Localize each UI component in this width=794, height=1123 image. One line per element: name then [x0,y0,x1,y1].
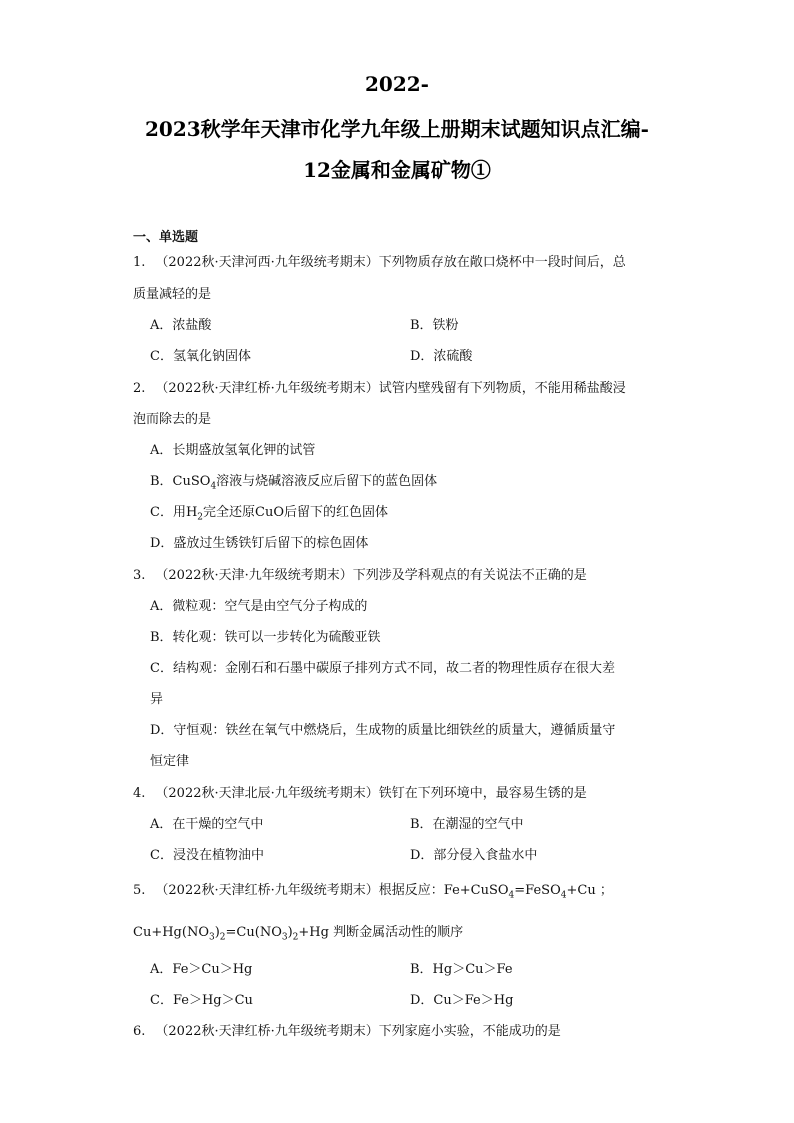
question-5-option-c[interactable]: C．Fe＞Hg＞Cu [150,993,253,1008]
question-3-option-d-line-2[interactable]: 恒定律 [150,754,190,769]
question-5-sub-1: 4 [508,890,515,901]
question-5-number: 5. [133,883,146,898]
question-2-text-1: （2022秋·天津红桥·九年级统考期末）试管内壁残留有下列物质，不能用稀盐酸浸 [155,381,626,396]
question-2-option-d[interactable]: D．盛放过生锈铁钉后留下的棕色固体 [150,536,369,551]
question-5-option-d[interactable]: D．Cu＞Fe＞Hg [410,993,514,1008]
question-2-text-2: 泡而除去的是 [133,412,212,427]
question-2-option-b-pre: B．CuSO [150,474,211,489]
question-1-option-d[interactable]: D．浓硫酸 [410,349,473,364]
question-1-option-a[interactable]: A．浓盐酸 [150,318,212,333]
question-5-option-b[interactable]: B．Hg＞Cu＞Fe [410,962,513,977]
question-3-stem [133,567,587,585]
question-5-eq-c: =Cu(NO [225,925,282,940]
question-2-option-a[interactable]: A．长期盛放氢氧化钾的试管 [150,443,316,458]
question-1-number: 1. [133,255,146,270]
question-3-number: 3. [133,568,146,583]
question-2-number: 2. [133,381,146,396]
question-2-option-b-sub: 4 [210,481,217,492]
question-3-option-b[interactable]: B．转化观：铁可以一步转化为硫酸亚铁 [150,630,381,645]
question-4-number: 4. [133,786,146,801]
question-5-stem [133,882,613,900]
question-1-option-b[interactable]: B．铁粉 [410,318,459,333]
question-3-option-c-line-2[interactable]: 异 [150,692,164,707]
question-5-option-a[interactable]: A．Fe＞Cu＞Hg [150,962,253,977]
document-title-line-3: 12金属和金属矿物① [303,158,491,182]
question-2-stem [133,380,626,398]
question-6-text-1: （2022秋·天津红桥·九年级统考期末）下列家庭小实验，不能成功的是 [155,1024,561,1039]
question-2-option-b[interactable] [150,473,437,491]
question-5-eq-e: +Hg 判断金属活动性的顺序 [298,925,464,940]
question-1-stem [133,254,626,272]
question-6-stem [133,1023,561,1041]
question-4-option-a[interactable]: A．在干燥的空气中 [150,817,264,832]
question-3-option-c-line-1[interactable]: C．结构观：金刚石和石墨中碳原子排列方式不同，故二者的物理性质存在很大差 [150,661,615,676]
question-2-option-c-pre: C．用H [150,505,198,520]
section-heading: 一、单选题 [133,230,199,245]
question-5-equation [133,924,463,942]
document-title-line-1: 2022- [365,72,429,96]
question-2-option-c-post: 完全还原CuO后留下的红色固体 [203,505,389,520]
question-5-text-1-mid: =FeSO [514,883,561,898]
question-4-option-c[interactable]: C．浸没在植物油中 [150,848,264,863]
question-1-option-c[interactable]: C．氢氧化钠固体 [150,349,251,364]
question-5-eq-d: ) [287,925,293,940]
question-5-eq-b: ) [214,925,220,940]
question-5-eq-a: Cu+Hg(NO [133,925,209,940]
question-2-option-b-post: 溶液与烧碱溶液反应后留下的蓝色固体 [216,474,438,489]
question-1-text-1: （2022秋·天津河西·九年级统考期末）下列物质存放在敞口烧杯中一段时间后，总 [155,255,626,270]
question-4-option-d[interactable]: D．部分侵入食盐水中 [410,848,538,863]
question-1-text-2: 质量减轻的是 [133,287,212,302]
question-2-option-c-sub: 2 [197,512,204,523]
question-3-text-1: （2022秋·天津·九年级统考期末）下列涉及学科观点的有关说法不正确的是 [155,568,587,583]
question-5-text-1-post: +Cu ； [566,883,613,898]
question-3-option-d-line-1[interactable]: D．守恒观：铁丝在氧气中燃烧后，生成物的质量比细铁丝的质量大，遵循质量守 [150,723,616,738]
question-5-sub-5: 3 [281,932,288,943]
question-5-sub-6: 2 [292,932,299,943]
question-4-text-1: （2022秋·天津北辰·九年级统考期末）铁钉在下列环境中，最容易生锈的是 [155,786,587,801]
question-2-option-c[interactable] [150,504,388,522]
question-5-text-1-pre: （2022秋·天津红桥·九年级统考期末）根据反应：Fe+CuSO [155,883,509,898]
question-5-sub-3: 3 [208,932,215,943]
question-4-stem [133,785,587,803]
document-title-line-2: 2023秋学年天津市化学九年级上册期末试题知识点汇编- [145,117,649,141]
question-5-sub-2: 4 [560,890,567,901]
question-6-number: 6. [133,1024,146,1039]
question-4-option-b[interactable]: B．在潮湿的空气中 [410,817,524,832]
question-5-sub-4: 2 [219,932,226,943]
question-3-option-a[interactable]: A．微粒观：空气是由空气分子构成的 [150,599,368,614]
